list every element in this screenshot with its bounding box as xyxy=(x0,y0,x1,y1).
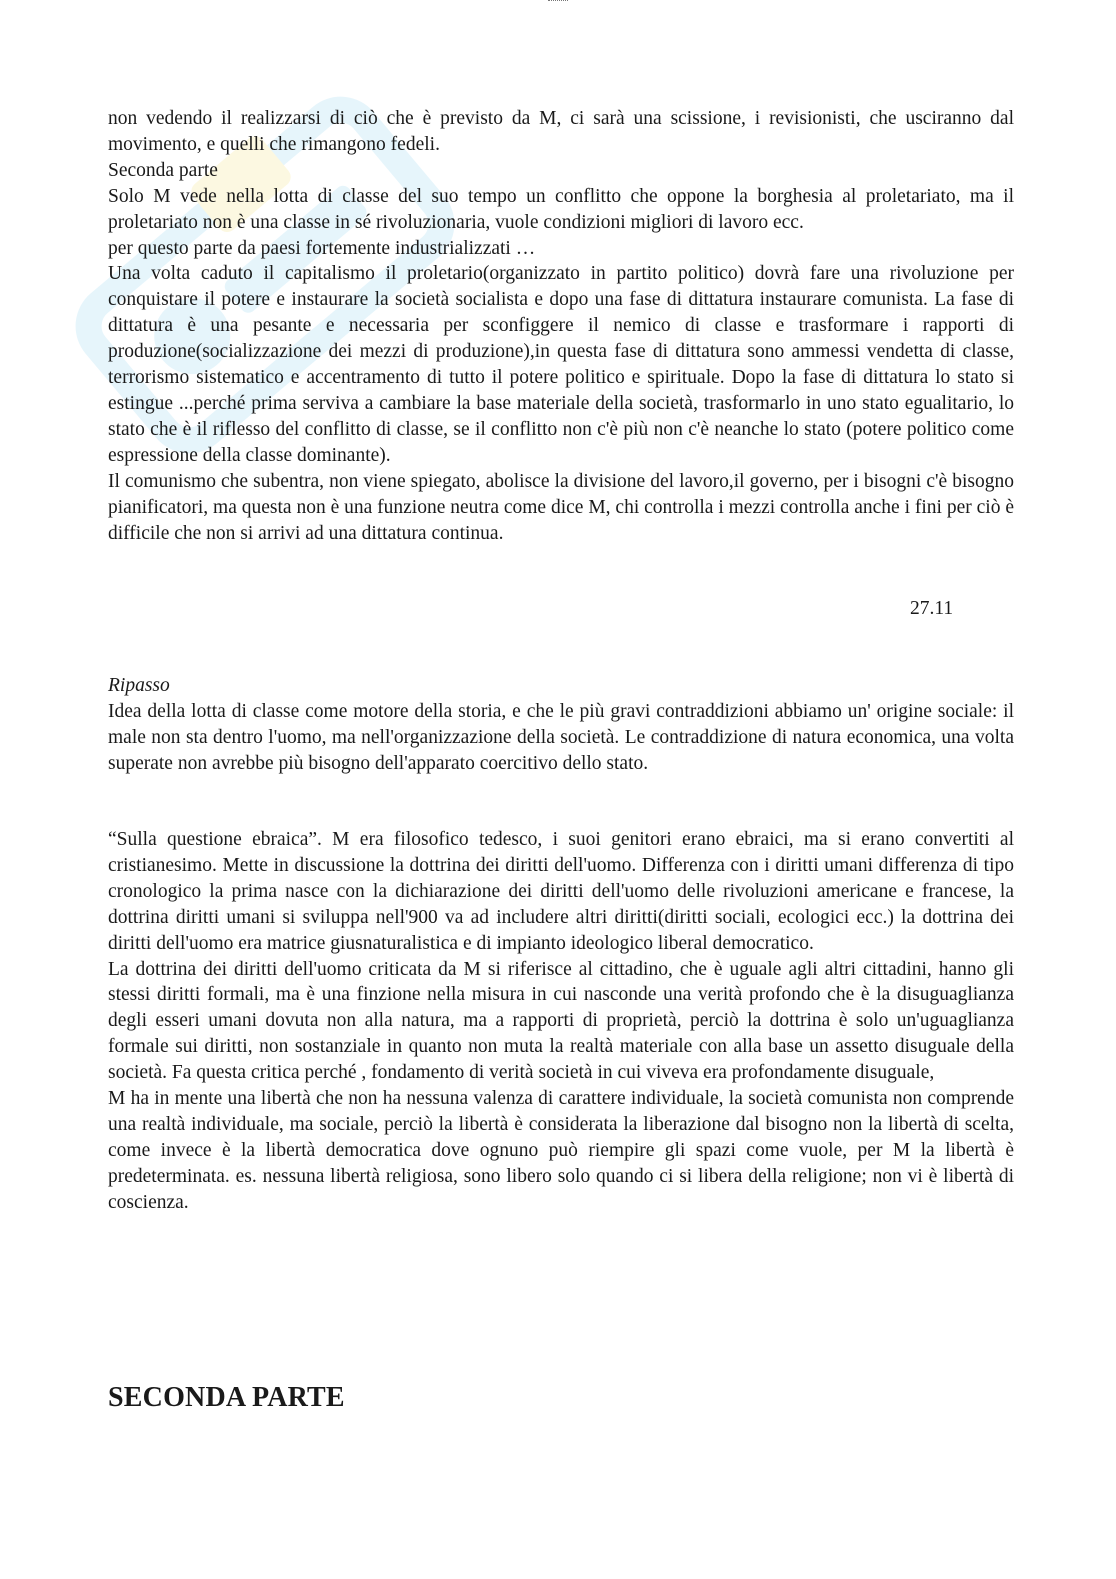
text-block-questione-ebraica xyxy=(108,827,1014,1216)
page-header-mark xyxy=(548,0,568,4)
subheading-seconda-parte: Seconda parte xyxy=(108,159,218,181)
paragraph-liberta: M ha in mente una libertà che non ha nessuna valenza di carattere individuale, la società comunista non comprende una realtà individuale, ma sociale, perciò la libertà è considerata la liberazione dal bisogno non la libertà di scelta, come invece è la libertà democratica dove ognuno può riempire gli spazi come vuole, per M la libertà è predeterminata. es. nessuna libertà religiosa, sono libero solo quando ci si libera della religione; non vi è libertà di coscienza. xyxy=(108,1088,1014,1213)
paragraph-diritti-uomo: La dottrina dei diritti dell'uomo criticata da M si riferisce al cittadino, che è uguale agli altri cittadini, hanno gli stessi diritti formali, ma è una finzione nella misura in cui nasconde una verità profondo che è la disuguaglianza degli esseri umani dovuta non alla natura, ma a rapporti di proprietà, perciò la dottrina è solo un'uguaglianza formale sui diritti, non sostanziale in quanto non muta la realtà materiale con alla base un assetto disuguale della società. Fa questa critica perché , fondamento di verità società in cui viveva era profondamente disuguale, xyxy=(108,958,1014,1084)
text-block-ripasso xyxy=(108,673,1014,777)
paragraph-comunismo: Il comunismo che subentra, non viene spiegato, abolisce la divisione del lavoro,il governo, per i bisogni c'è bisogno pianificatori, ma questa non è una funzione neutra come dice M, chi controlla i mezzi controlla anche i fini per ciò è difficile che non si arrivi ad una dittatura continua. xyxy=(108,470,1014,544)
paragraph-lotta-classe: Solo M vede nella lotta di classe del suo tempo un conflitto che oppone la borghesia al proletariato, ma il proletariato non è una classe in sé rivoluzionaria, vuole condizioni migliori di lavoro ecc. xyxy=(108,185,1014,233)
paragraph-motore-storia: Idea della lotta di classe come motore della storia, e che le più gravi contraddizioni abbiamo un' origine sociale: il male non sta dentro l'uomo, ma nell'organizzazione della società. Le contraddizione di natura economica, una volta superate non avrebbe più bisogno dell'apparato coercitivo dello stato. xyxy=(108,700,1014,774)
text-block-1 xyxy=(108,106,1014,546)
paragraph-revisionisti: non vedendo il realizzarsi di ciò che è previsto da M, ci sarà una scissione, i revisionisti, che usciranno dal movimento, e quelli che rimangono fedeli. xyxy=(108,108,1014,155)
paragraph-questione-ebraica: “Sulla questione ebraica”. M era filosofico tedesco, i suoi genitori erano ebraici, ma si erano convertiti al cristianesimo. Mette in discussione la dottrina dei diritti dell'uomo. Differenza con i diritti umani differenza di tipo cronologico la prima nasce con la dichiarazione dei diritti dell'uomo delle rivoluzioni americane e francese, la dottrina diritti umani si sviluppa nell'900 va ad includere altri diritti(diritti sociali, ecologici ecc.) la dottrina dei diritti dell'uomo era matrice giusnaturalistica e di impianto ideologico liberal democratico. xyxy=(108,829,1014,954)
ripasso-title: Ripasso xyxy=(108,675,170,696)
paragraph-dittatura: Una volta caduto il capitalismo il proletario(organizzato in partito politico) dovrà fare una rivoluzione per conquistare il potere e instaurare la società socialista e dopo una fase di dittatura instaurare comunista. La fase di dittatura è una pesante e necessaria per sconfiggere il nemico di classe e trasformare i rapporti di produzione(socializzazione dei mezzi di produzione),in questa fase di dittatura sono ammessi vendetta di classe, terrorismo sistematico e accentramento di tutto il potere politico e spirituale. Dopo la fase di dittatura lo stato si estingue ...perché prima serviva a cambiare la base materiale della società, trasformarlo in uno stato egualitario, lo stato che è il riflesso del conflitto di classe, se il conflitto non c'è più non c'è neanche lo stato (potere politico come espressione della classe dominante). xyxy=(108,263,1014,466)
paragraph-paesi-industrializzati: per questo parte da paesi fortemente industrializzati … xyxy=(108,237,536,259)
section-heading: SECONDA PARTE xyxy=(108,1382,345,1413)
lecture-date: 27.11 xyxy=(910,598,954,619)
